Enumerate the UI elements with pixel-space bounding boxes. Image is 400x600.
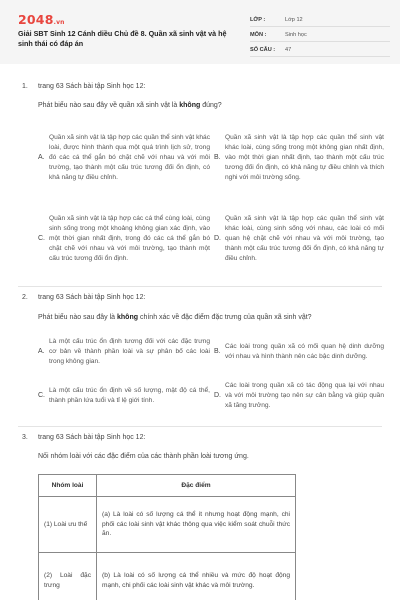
table-cell-group: (1) Loài ưu thế <box>39 497 97 553</box>
question-3-heading: 3. trang 63 Sách bài tập Sinh học 12: <box>22 434 146 441</box>
table-cell-desc: (a) Là loài có số lượng cá thể ít nhưng hoạt động mạnh, chi phối các loài sinh vật khác thông qua việc kiểm soát chuỗi thức ăn. <box>97 497 296 553</box>
question-2-stem: Phát biểu nào sau đây là không chính xác về đặc điểm đặc trưng của quần xã sinh vật? <box>38 314 312 321</box>
page-title: Giải SBT Sinh 12 Cánh diều Chủ đề 8. Quần xã sinh vật và hệ sinh thái có đáp án <box>18 29 227 49</box>
question-1-option-c[interactable]: C. Quần xã sinh vật là tập hợp các cá thể cùng loài, cùng sinh sống trong một khoảng không gian xác định, vào một thời gian nhất định, trong đó các cá thể gắn bó chặt chẽ với nhau và với môi trường, tạo thành một cấu trúc tương đối ổn định. <box>38 214 210 263</box>
table-cell-desc: (b) Là loài có số lượng cá thể nhiều và mức độ hoạt động mạnh, chi phối các loài sinh vật khác và môi trường. <box>97 553 296 600</box>
question-2-heading: 2. trang 63 Sách bài tập Sinh học 12: <box>22 294 146 301</box>
table-row <box>39 497 296 553</box>
meta-info <box>250 14 390 59</box>
question-1-option-d[interactable]: D. Quần xã sinh vật là tập hợp các quần thể sinh vật khác loài, cùng sinh sống với nhau, các loài có mối quan hệ chặt chẽ với nhau và với môi trường, tạo thành một cấu trúc tương đối ổn định, có khả năng tự điều chỉnh. <box>214 214 384 263</box>
meta-row-count: SỐ CÂU : 47 <box>250 44 390 57</box>
table-header-row <box>39 475 296 497</box>
table-cell-group: (2) Loài đặc trưng <box>39 553 97 600</box>
column-header-feature: Đặc điểm <box>97 475 296 497</box>
page-header <box>0 0 400 64</box>
question-2-option-a[interactable]: A. Là một cấu trúc ổn định tương đối với các đặc trưng cơ bản về thành phần loài và sự phân bố các loài trong không gian. <box>38 337 210 365</box>
question-1-stem: Phát biểu nào sau đây về quần xã sinh vật là không đúng? <box>38 102 222 109</box>
question-divider <box>18 426 382 427</box>
meta-row-subject: MÔN : Sinh học <box>250 29 390 42</box>
matching-table <box>38 474 296 600</box>
question-2-option-b[interactable]: B. Các loài trong quần xã có mối quan hệ dinh dưỡng với nhau và hình thành nên các bậc dinh dưỡng. <box>214 342 384 360</box>
table-row <box>39 553 296 600</box>
site-logo[interactable]: 2048.vn <box>18 12 65 27</box>
question-2-option-d[interactable]: D. Các loài trong quần xã có tác động qua lại với nhau và với môi trường tạo nên sự cân bằng và giúp quần xã tăng trưởng. <box>214 381 384 409</box>
column-header-group: Nhóm loài <box>39 475 97 497</box>
question-divider <box>18 286 382 287</box>
question-1-heading: 1. trang 63 Sách bài tập Sinh học 12: <box>22 83 146 90</box>
question-1-option-b[interactable]: B. Quần xã sinh vật là tập hợp các quần thể sinh vật khác loài, cùng sống trong một không gian nhất định, vào một thời gian nhất định, tạo thành một cấu trúc tương đối ổn định, có khả năng tự điều chỉnh và thích nghi với môi trường sống. <box>214 133 384 182</box>
question-3-stem: Nối nhóm loài với các đặc điểm của các thành phần loài tương ứng. <box>38 453 249 460</box>
question-2-option-c[interactable]: C. Là một cấu trúc ổn định về số lượng, mật độ cá thể, thành phần lứa tuổi và tỉ lệ giới tính. <box>38 386 210 404</box>
question-1-option-a[interactable]: A. Quần xã sinh vật là tập hợp các quần thể sinh vật khác loài, được hình thành qua một quá trình lịch sử, trong đó các cá thể gắn bó chặt chẽ với nhau và với môi trường, tạo thành một cấu trúc tương đối ổn định, có khả năng tự điều chỉnh. <box>38 133 210 182</box>
meta-row-grade: LỚP : Lớp 12 <box>250 14 390 27</box>
